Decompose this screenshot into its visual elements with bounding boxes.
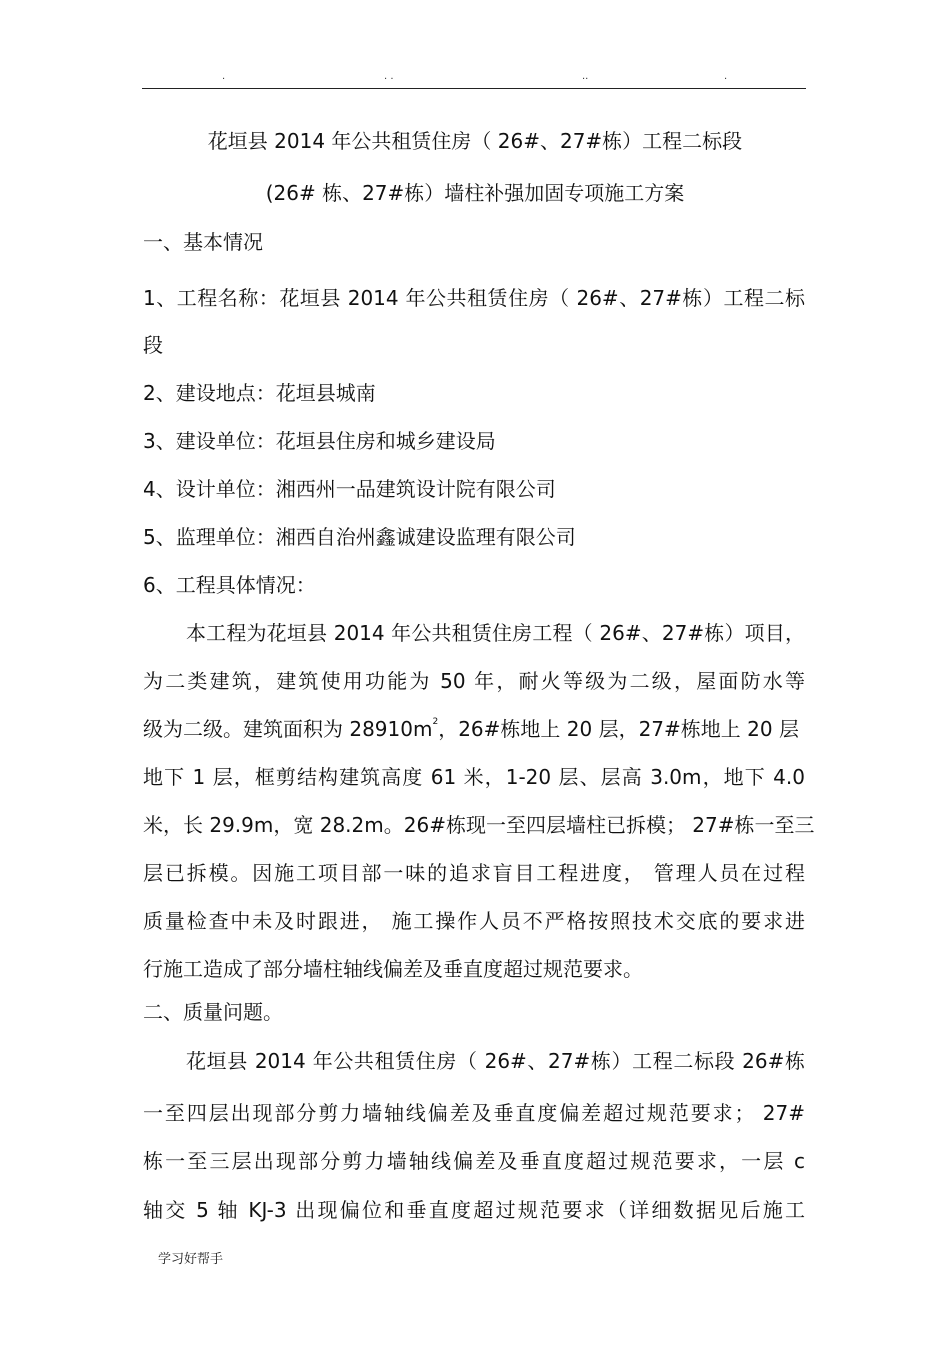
paragraph-line-area: [143, 716, 805, 742]
info-item-supervisor: 5、监理单位：湘西自治州鑫诚建设监理有限公司: [143, 525, 576, 549]
info-item-owner: 3、建设单位：花垣县住房和城乡建设局: [143, 429, 496, 453]
header-dot: .: [724, 71, 728, 82]
footer-text: 学习好帮手: [158, 1252, 224, 1267]
paragraph-line: 一至四层出现部分剪力墙轴线偏差及垂直度偏差超过规范要求； 27#: [143, 1101, 805, 1125]
document-title-line-1: 花垣县 2014 年公共租赁住房（ 26#、27#栋）工程二标段: [207, 129, 743, 153]
info-item-project-name-cont: 段: [143, 333, 163, 357]
info-item-designer: 4、设计单位：湘西州一品建筑设计院有限公司: [143, 477, 556, 501]
paragraph-line: 栋一至三层出现部分剪力墙轴线偏差及垂直度超过规范要求，一层 c: [143, 1149, 805, 1173]
section-1-heading: 一、基本情况: [143, 230, 263, 254]
paragraph-line: 花垣县 2014 年公共租赁住房（ 26#、27#栋）工程二标段 26#栋: [186, 1049, 805, 1073]
paragraph-line: 轴交 5 轴 KJ-3 出现偏位和垂直度超过规范要求（详细数据见后施工: [143, 1198, 805, 1222]
paragraph-line: 行施工造成了部分墙柱轴线偏差及垂直度超过规范要求。: [143, 957, 643, 981]
header-rule: [142, 88, 806, 89]
header-dot: . .: [384, 71, 394, 82]
paragraph-line: 为二类建筑，建筑使用功能为 50 年，耐火等级为二级，屋面防水等: [143, 669, 805, 693]
header-dot: ..: [582, 71, 589, 82]
paragraph-line: 地下 1 层，框剪结构建筑高度 61 米，1-20 层、层高 3.0m，地下 4.0: [143, 765, 805, 789]
header-dots: [142, 72, 806, 86]
paragraph-line: 米，长 29.9m，宽 28.2m。26#栋现一至四层墙柱已拆模； 27#栋一至三: [143, 813, 815, 837]
section-2-heading: 二、质量问题。: [143, 1000, 283, 1024]
paragraph-line: 本工程为花垣县 2014 年公共租赁住房工程（ 26#、27#栋）项目，: [186, 621, 805, 645]
info-item-project-name: 1、工程名称：花垣县 2014 年公共租赁住房（ 26#、27#栋）工程二标: [143, 286, 805, 310]
header-dot: .: [222, 71, 226, 82]
paragraph-line: 质量检查中未及时跟进， 施工操作人员不严格按照技术交底的要求进: [143, 909, 805, 933]
area-text: 级为二级。建筑面积为 28910m: [143, 717, 433, 741]
info-item-location: 2、建设地点：花垣县城南: [143, 381, 376, 405]
info-item-details-heading: 6、工程具体情况：: [143, 573, 316, 597]
document-title-line-2: (26# 栋、27#栋）墙柱补强加固专项施工方案: [265, 181, 685, 205]
area-text-rest: ，26#栋地上 20 层，27#栋地上 20 层: [438, 717, 799, 741]
paragraph-line: 层已拆模。因施工项目部一味的追求盲目工程进度， 管理人员在过程: [143, 861, 805, 885]
area-superscript: 2: [432, 717, 439, 727]
